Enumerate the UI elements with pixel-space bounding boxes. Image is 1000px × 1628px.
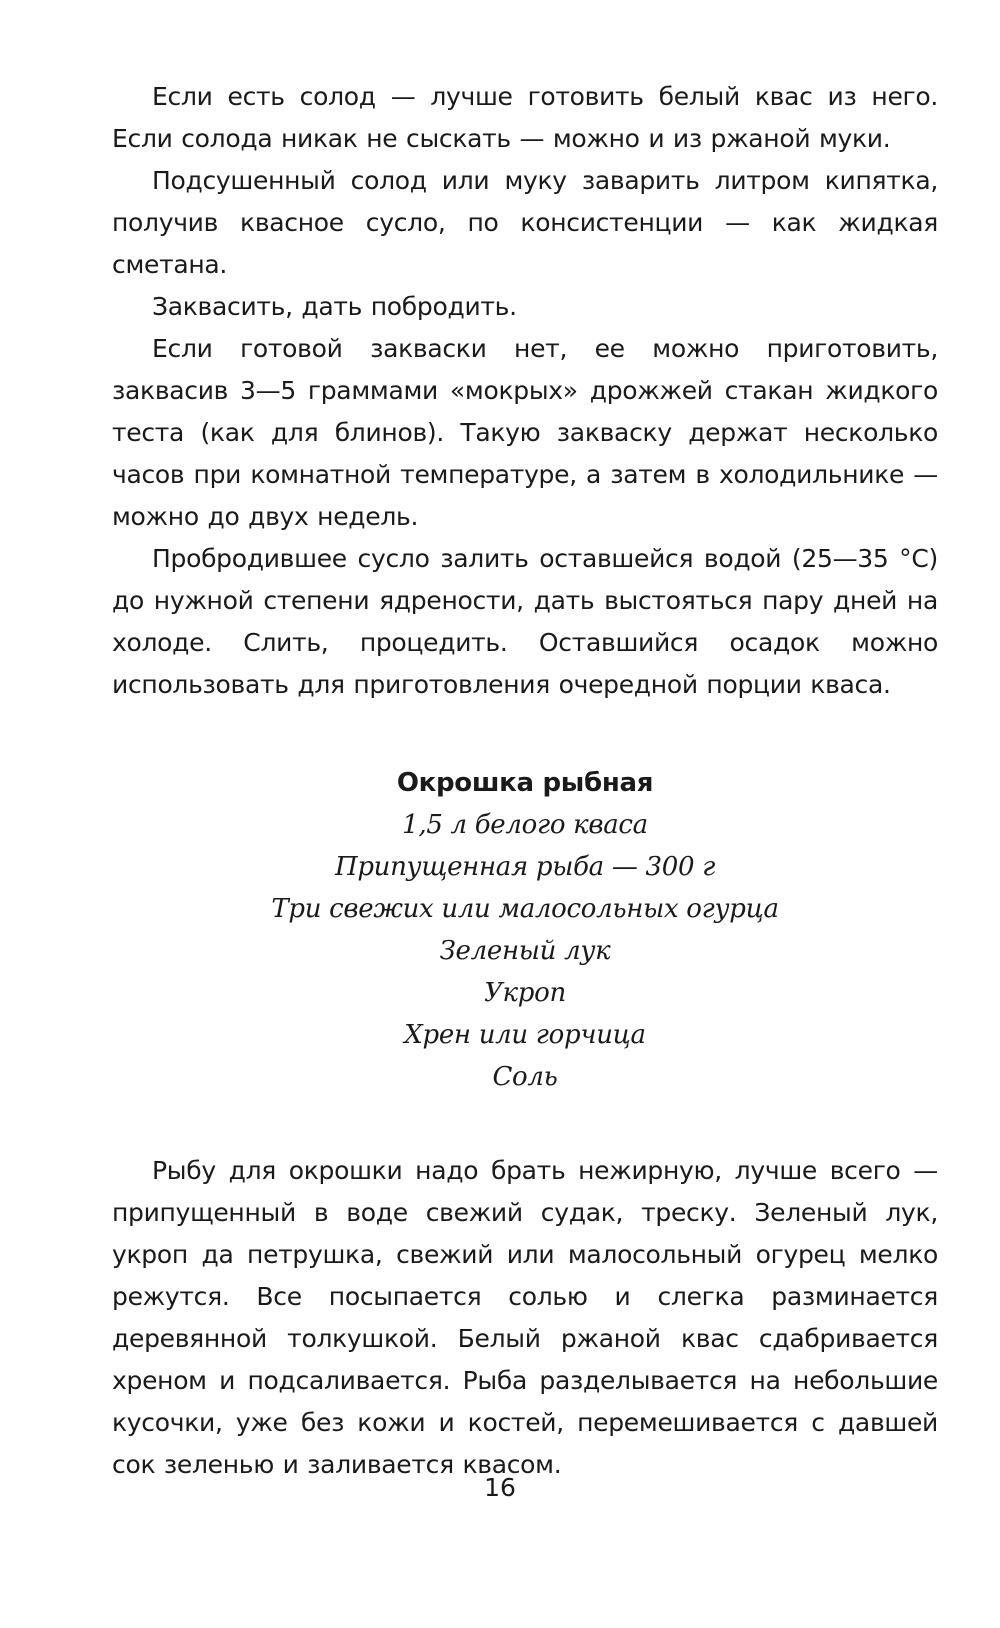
paragraph-starter: Если готовой закваски нет, ее можно приготовить, заквасив 3—5 граммами «мокрых» дрожжей стакан жидкого теста (как для блинов). Такую закваску держат несколько часов при комнатной температуре, а затем в холодильнике — можно до двух недель.	[112, 334, 938, 531]
ingredient-item: 1,5 л белого кваса	[402, 810, 648, 840]
ingredient-item: Зеленый лук	[439, 936, 611, 966]
recipe-block	[112, 762, 938, 1098]
recipe-title: Окрошка рыбная	[396, 768, 654, 798]
ingredient-item: Припущенная рыба — 300 г	[334, 852, 716, 882]
ingredient-item: Хрен или горчица	[404, 1020, 646, 1050]
paragraph-ferment: Заквасить, дать побродить.	[152, 292, 517, 321]
paragraph-finish: Пробродившее сусло залить оставшейся водой (25—35 °C) до нужной степени ядрености, дать выстояться пару дней на холоде. Слить, процедить. Оставшийся осадок можно использовать для приготовления очередной порции кваса.	[112, 544, 938, 699]
paragraph-wort: Подсушенный солод или муку заварить литром кипятка, получив квасное сусло, по консистенции — как жидкая сметана.	[112, 166, 938, 279]
ingredient-item: Укроп	[484, 978, 566, 1008]
page-body	[112, 76, 938, 1486]
ingredient-item: Соль	[492, 1062, 558, 1092]
paragraph-malt: Если есть солод — лучше готовить белый квас из него. Если солода никак не сыскать — можно и из ржаной муки.	[112, 82, 938, 153]
ingredient-list	[112, 804, 938, 1098]
ingredient-item: Три свежих или малосольных огурца	[271, 894, 779, 924]
recipe-method: Рыбу для окрошки надо брать нежирную, лучше всего — припущенный в воде свежий судак, треску. Зеленый лук, укроп да петрушка, свежий или малосольный огурец мелко режутся. Все посыпается солью и слегка разминается деревянной толкушкой. Белый ржаной квас сдабривается хреном и подсаливается. Рыба разделывается на небольшие кусочки, уже без кожи и костей, перемешивается с давшей сок зеленью и заливается квасом.	[112, 1156, 938, 1479]
page-number: 16	[484, 1473, 516, 1502]
